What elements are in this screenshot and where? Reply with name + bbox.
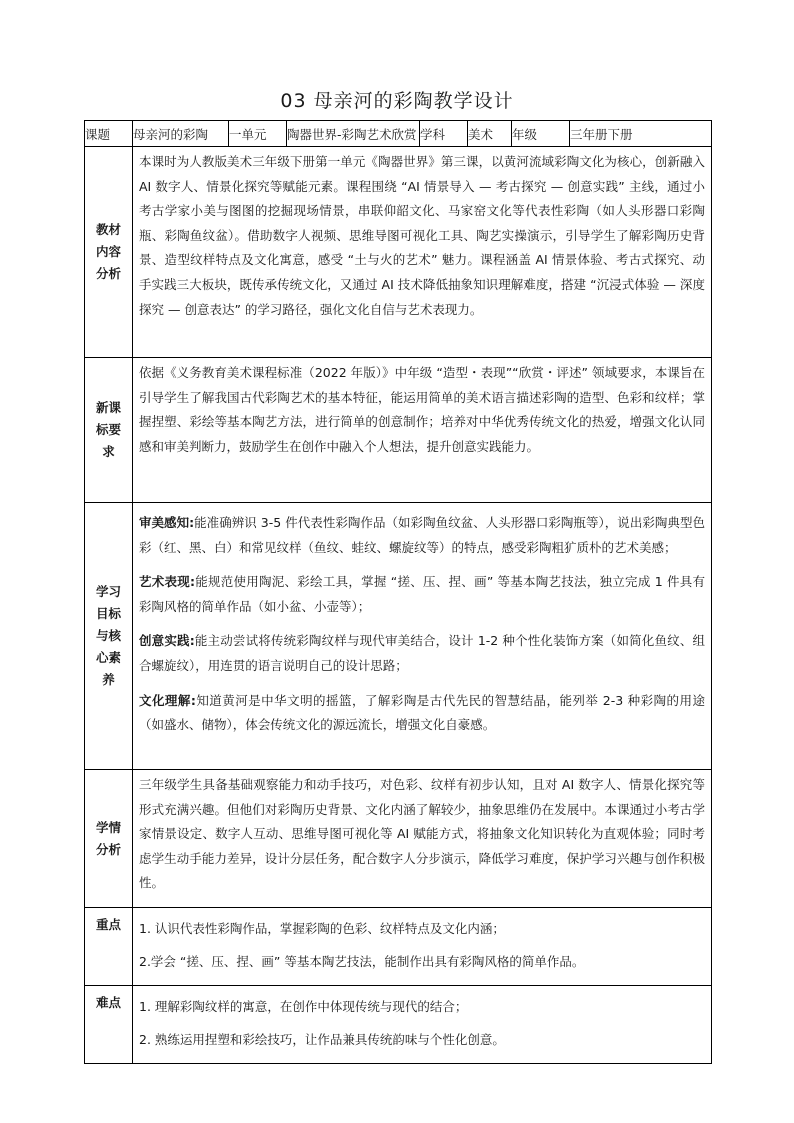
lesson-plan-table bbox=[84, 120, 712, 1064]
grade-label: 年级 bbox=[512, 121, 570, 147]
document-title: 03 母亲河的彩陶教学设计 bbox=[280, 90, 514, 112]
learners-label: 学情 分析 bbox=[85, 770, 133, 908]
key-point-item: 2.学会 “搓、压、捏、画” 等基本陶艺技法，能制作出具有彩陶风格的简单作品。 bbox=[139, 953, 585, 969]
goals-row bbox=[85, 503, 712, 770]
learners-content: 三年级学生具备基础观察能力和动手技巧，对色彩、纹样有初步认知，且对 AI 数字人、情景化探究等形式充满兴趣。但他们对彩陶历史背景、文化内涵了解较少，抽象思维仍在发展中。本课通过小考古学家情景设定、数字人互动、思维导图可视化等 AI 赋能方式，将抽象文化知识转化为直观体验；同时考虑学生动手能力差异，设计分层任务，配合数字人分步演示，降低学习难度，保护学习兴趣与创作积极性。 bbox=[133, 770, 712, 908]
unit-name: 陶器世界-彩陶艺术欣赏 bbox=[287, 121, 420, 147]
goals-content bbox=[133, 503, 712, 770]
material-label: 教材 内容 分析 bbox=[85, 147, 133, 358]
key-points-label: 重点 bbox=[85, 908, 133, 986]
difficulties-row bbox=[85, 986, 712, 1064]
unit-label: 一单元 bbox=[229, 121, 287, 147]
learners-row bbox=[85, 770, 712, 908]
subject-label: 学科 bbox=[420, 121, 468, 147]
goal-item: 创意实践:能主动尝试将传统彩陶纹样与现代审美结合，设计 1-2 种个性化装饰方案（如简化鱼纹、组合螺旋纹），用连贯的语言说明自己的设计思路； bbox=[139, 633, 705, 673]
key-points-row bbox=[85, 908, 712, 986]
key-points-content bbox=[133, 908, 712, 986]
goal-item: 艺术表现:能规范使用陶泥、彩绘工具，掌握 “搓、压、捏、画” 等基本陶艺技法，独立完成 1 件具有彩陶风格的简单作品（如小盆、小壶等）； bbox=[139, 574, 705, 614]
standard-row bbox=[85, 358, 712, 503]
grade-name: 三年册下册 bbox=[570, 121, 712, 147]
difficulty-item: 2. 熟练运用捏塑和彩绘技巧，让作品兼具传统韵味与个性化创意。 bbox=[139, 1031, 505, 1047]
course-name: 母亲河的彩陶 bbox=[133, 121, 229, 147]
material-content: 本课时为人教版美术三年级下册第一单元《陶器世界》第三课，以黄河流域彩陶文化为核心，创新融入 AI 数字人、情景化探究等赋能元素。课程围绕 “AI 情景导入 — 考古探究 — 创意实践” 主线，通过小考古学家小美与图图的挖掘现场情景，串联仰韶文化、马家窑文化等代表性彩陶（如人头形器口彩陶瓶、彩陶鱼纹盆）。借助数字人视频、思维导图可视化工具、陶艺实操演示，引导学生了解彩陶历史背景、造型纹样特点及文化寓意，感受 “土与火的艺术” 魅力。课程涵盖 AI 情景体验、考古式探究、动手实践三大板块，既传承传统文化，又通过 AI 技术降低抽象知识理解难度，搭建 “沉浸式体验 — 深度探究 — 创意表达” 的学习路径，强化文化自信与艺术表现力。 bbox=[133, 147, 712, 358]
material-row bbox=[85, 147, 712, 358]
key-point-item: 1. 认识代表性彩陶作品，掌握彩陶的色彩、纹样特点及文化内涵； bbox=[139, 921, 505, 936]
header-row bbox=[85, 121, 712, 147]
course-label: 课题 bbox=[85, 121, 133, 147]
subject-name: 美术 bbox=[468, 121, 512, 147]
standard-label: 新课 标要 求 bbox=[85, 358, 133, 503]
goal-item: 审美感知:能准确辨识 3-5 件代表性彩陶作品（如彩陶鱼纹盆、人头形器口彩陶瓶等），说出彩陶典型色彩（红、黑、白）和常见纹样（鱼纹、蛙纹、螺旋纹等）的特点，感受彩陶粗犷质朴的艺术美感； bbox=[139, 515, 705, 555]
goal-item: 文化理解:知道黄河是中华文明的摇篮，了解彩陶是古代先民的智慧结晶，能列举 2-3 种彩陶的用途（如盛水、储物），体会传统文化的源远流长，增强文化自豪感。 bbox=[139, 692, 705, 733]
standard-content: 依据《义务教育美术课程标准（2022 年版）》中年级 “造型・表现”“欣赏・评述” 领域要求，本课旨在引导学生了解我国古代彩陶艺术的基本特征，能运用简单的美术语言描述彩陶的造型、色彩和纹样；掌握捏塑、彩绘等基本陶艺方法，进行简单的创意制作；培养对中华优秀传统文化的热爱，增强文化认同感和审美判断力，鼓励学生在创作中融入个人想法，提升创意实践能力。 bbox=[133, 358, 712, 503]
difficulty-item: 1. 理解彩陶纹样的寓意，在创作中体现传统与现代的结合； bbox=[139, 999, 468, 1015]
goals-label: 学习 目标 与核 心素 养 bbox=[85, 503, 133, 770]
difficulties-content bbox=[133, 986, 712, 1064]
difficulties-label: 难点 bbox=[85, 986, 133, 1064]
